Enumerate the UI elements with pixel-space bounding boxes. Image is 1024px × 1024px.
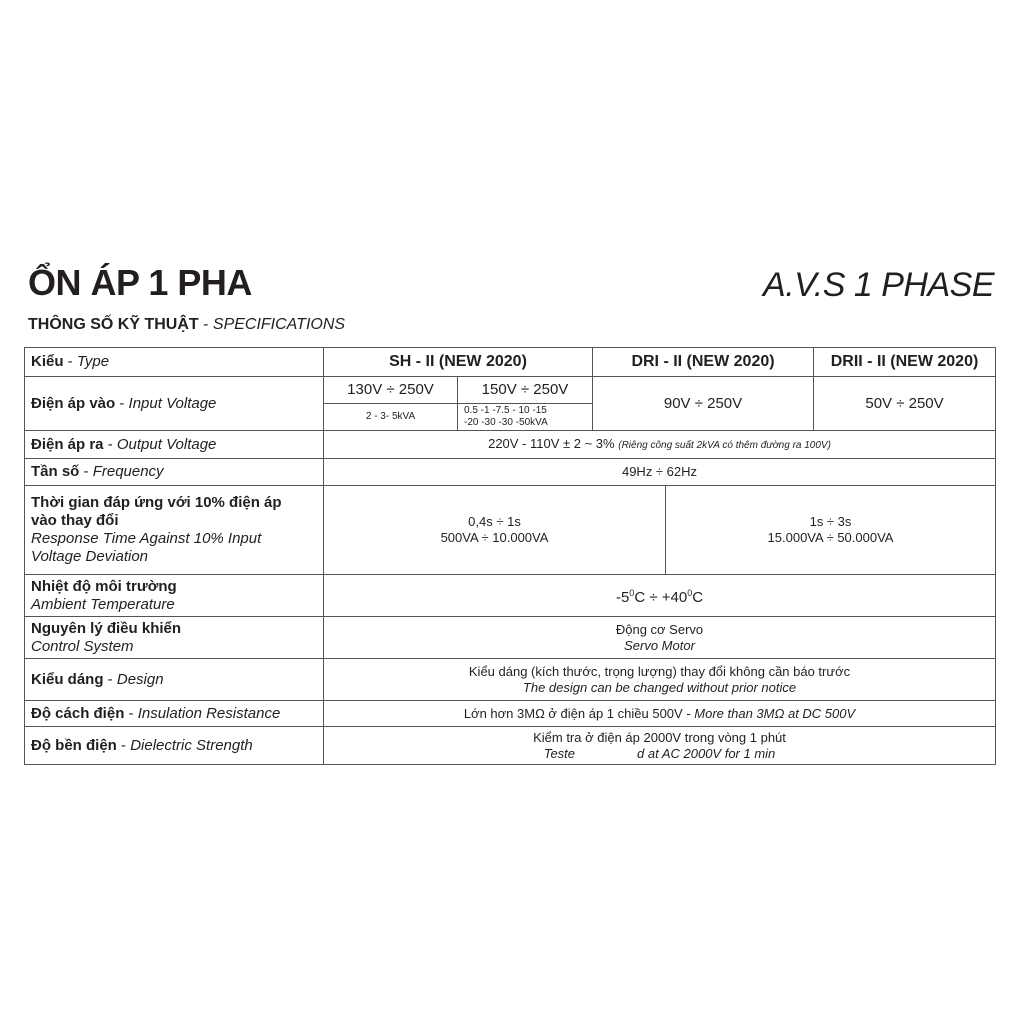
- frequency-value: 49Hz ÷ 62Hz: [324, 459, 996, 486]
- output-value: 220V - 110V ± 2 ~ 3% (Riêng công suất 2kVA có thêm đường ra 100V): [324, 431, 996, 459]
- subtitle-vn: THÔNG SỐ KỸ THUẬT: [28, 316, 199, 333]
- input-sh-a-kva: 2 - 3- 5kVA: [324, 404, 458, 431]
- input-dri: 90V ÷ 250V: [593, 377, 814, 431]
- header-drii: DRII - II (NEW 2020): [814, 348, 996, 377]
- response-large: 1s ÷ 3s 15.000VA ÷ 50.000VA: [666, 486, 996, 575]
- table-row-dielectric: [25, 727, 996, 765]
- control-value: Động cơ Servo Servo Motor: [324, 617, 996, 659]
- input-drii: 50V ÷ 250V: [814, 377, 996, 431]
- table-row-type: [25, 348, 996, 377]
- input-sh-a-voltage: 130V ÷ 250V: [324, 377, 458, 404]
- title-vietnamese: ỔN ÁP 1 PHA: [28, 262, 252, 303]
- label-insulation: Độ cách điện - Insulation Resistance: [25, 701, 324, 727]
- label-temperature: Nhiệt độ môi trường Ambient Temperature: [25, 575, 324, 617]
- table-row-design: [25, 659, 996, 701]
- input-sh-b-kva: 0.5 -1 -7.5 - 10 -15 -20 -30 -30 -50kVA: [458, 404, 593, 431]
- design-value: Kiểu dáng (kích thước, trọng lượng) thay đổi không cần báo trước The design can be changed without prior notice: [324, 659, 996, 701]
- table-row-frequency: [25, 459, 996, 486]
- header-dri: DRI - II (NEW 2020): [593, 348, 814, 377]
- label-response: Thời gian đáp ứng với 10% điện áp vào thay đổi Response Time Against 10% Input Voltage Deviation: [25, 486, 324, 575]
- label-output: Điện áp ra - Output Voltage: [25, 431, 324, 459]
- title-english: A.V.S 1 PHASE: [763, 266, 994, 304]
- label-frequency: Tần số - Frequency: [25, 459, 324, 486]
- label-control: Nguyên lý điều khiển Control System: [25, 617, 324, 659]
- insulation-value: Lớn hơn 3MΩ ở điện áp 1 chiều 500V - More than 3MΩ at DC 500V: [324, 701, 996, 727]
- table-row-input: [25, 377, 996, 404]
- table-row-control: [25, 617, 996, 659]
- table-row-temperature: [25, 575, 996, 617]
- label-type: Kiểu - Type: [25, 348, 324, 377]
- label-design: Kiểu dáng - Design: [25, 659, 324, 701]
- temperature-value: $-5^0C \div +40^0C$: [324, 575, 996, 617]
- table-row-output: [25, 431, 996, 459]
- dielectric-value: Kiểm tra ở điện áp 2000V trong vòng 1 phút Teste d at AC 2000V for 1 min: [324, 727, 996, 765]
- subtitle-en: SPECIFICATIONS: [212, 316, 346, 333]
- subtitle: [28, 316, 345, 334]
- subtitle-separator: -: [198, 316, 213, 333]
- label-dielectric: Độ bền điện - Dielectric Strength: [25, 727, 324, 765]
- specifications-table: [24, 347, 996, 765]
- header-sh: SH - II (NEW 2020): [324, 348, 593, 377]
- input-sh-b-voltage: 150V ÷ 250V: [458, 377, 593, 404]
- table-row-response: [25, 486, 996, 575]
- table-row-insulation: [25, 701, 996, 727]
- response-small: 0,4s ÷ 1s 500VA ÷ 10.000VA: [324, 486, 666, 575]
- label-input: Điện áp vào - Input Voltage: [25, 377, 324, 431]
